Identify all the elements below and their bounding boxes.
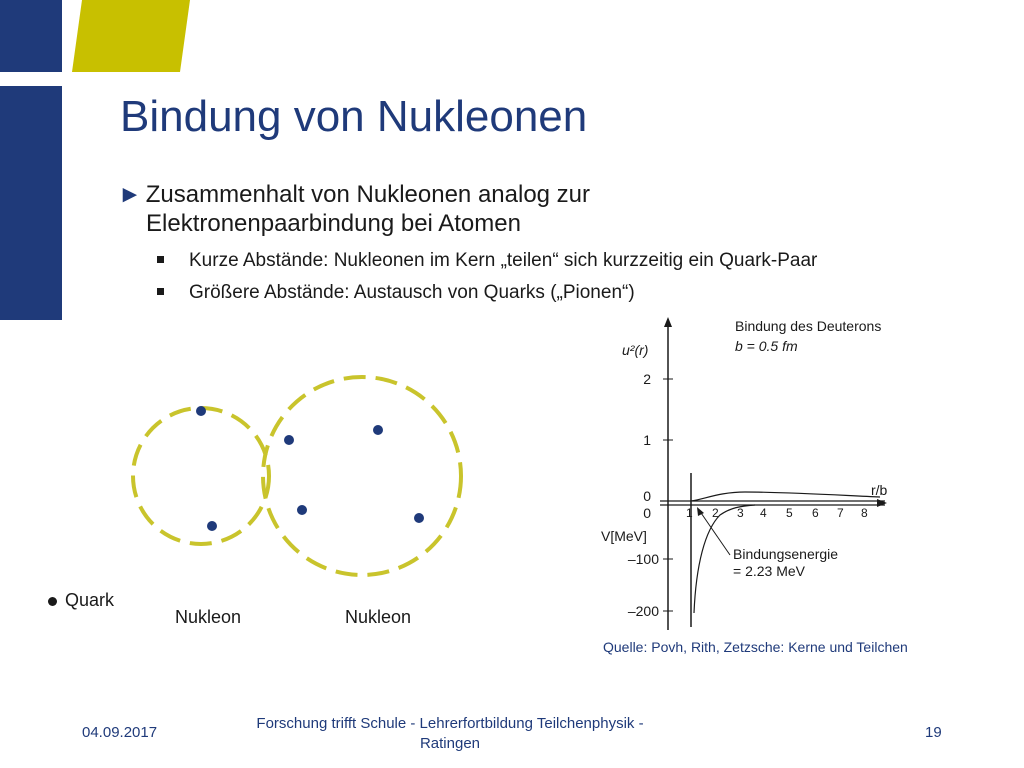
deuteron-graph: [595, 315, 925, 635]
nucleon-label-left: Nukleon: [175, 607, 242, 627]
footer-center-line1: Forschung trifft Schule - Lehrerfortbildung Teilchenphysik -: [256, 715, 644, 732]
bullet-arrow-icon: ►: [118, 181, 142, 208]
footer-page-number: 19: [925, 724, 942, 741]
annotation-line1: Bindungsenergie: [733, 546, 839, 562]
source-citation: Quelle: Povh, Rith, Zetzsche: Kerne und Teilchen: [603, 639, 908, 655]
quark: [414, 513, 424, 523]
quark: [196, 406, 206, 416]
nucleon-label-right: Nukleon: [345, 607, 412, 627]
graph-title: Bindung des Deuterons: [735, 318, 882, 334]
quark-dot-icon: [48, 597, 57, 606]
x-axis-label: r/b: [871, 482, 888, 498]
sub-bullet-text: Größere Abstände: Austausch von Quarks („Pionen“): [189, 282, 635, 303]
y-tick-label: 1: [643, 432, 651, 448]
x-tick-label: 1: [686, 506, 693, 520]
y-tick-label: 0: [643, 488, 651, 504]
y-tick-label: –100: [627, 551, 659, 567]
y-tick-label: 2: [643, 371, 651, 387]
x-tick-label: 4: [760, 506, 767, 520]
main-bullet: [118, 180, 718, 238]
nucleon-diagram: [0, 360, 560, 590]
y-axis-arrow-icon: [664, 317, 672, 327]
graph-parameter: b = 0.5 fm: [735, 338, 798, 354]
footer-date: 04.09.2017: [82, 724, 158, 741]
corner-decoration: [0, 0, 200, 330]
x-tick-label: 5: [786, 506, 793, 520]
navy-bar-left: [0, 86, 62, 320]
main-bullet-line1: Zusammenhalt von Nukleonen analog zur: [145, 181, 591, 208]
x-axis-arrow-icon: [877, 499, 887, 507]
navy-square-top: [0, 0, 62, 72]
square-bullet-icon: [157, 288, 164, 295]
x-tick-label: 3: [737, 506, 744, 520]
annotation-line2: = 2.23 MeV: [733, 563, 805, 579]
x-tick-label: 2: [712, 506, 719, 520]
x-tick-label: 7: [837, 506, 844, 520]
slide-title: Bindung von Nukleonen: [120, 92, 588, 141]
sub-bullet-text: Kurze Abstände: Nukleonen im Kern „teilen“ sich kurzzeitig ein Quark-Paar: [189, 250, 818, 271]
x-tick-label: 6: [812, 506, 819, 520]
y-tick-label: –200: [627, 603, 659, 619]
square-bullet-icon: [157, 256, 164, 263]
wavefunction-curve: [691, 492, 880, 501]
y-label-top: u²(r): [622, 342, 649, 358]
footer-center-line2: Ratingen: [419, 735, 481, 752]
quark: [207, 521, 217, 531]
quark: [373, 425, 383, 435]
nucleon-circle-right: [263, 377, 461, 575]
y-tick-label: 0: [643, 505, 651, 521]
sub-bullet-2: [163, 282, 635, 304]
y-label-bottom: V[MeV]: [601, 528, 647, 544]
annotation-arrow-icon: [697, 507, 704, 516]
main-bullet-line2: Elektronenpaarbindung bei Atomen: [146, 210, 521, 237]
quark: [297, 505, 307, 515]
quark-legend: [48, 590, 114, 611]
nucleon-circle-left: [133, 408, 269, 544]
sub-bullet-1: [163, 250, 817, 272]
quark-legend-label: Quark: [65, 590, 115, 610]
footer-center: [220, 714, 680, 754]
quark: [284, 435, 294, 445]
yellow-parallelogram: [72, 0, 190, 72]
x-tick-label: 8: [861, 506, 868, 520]
